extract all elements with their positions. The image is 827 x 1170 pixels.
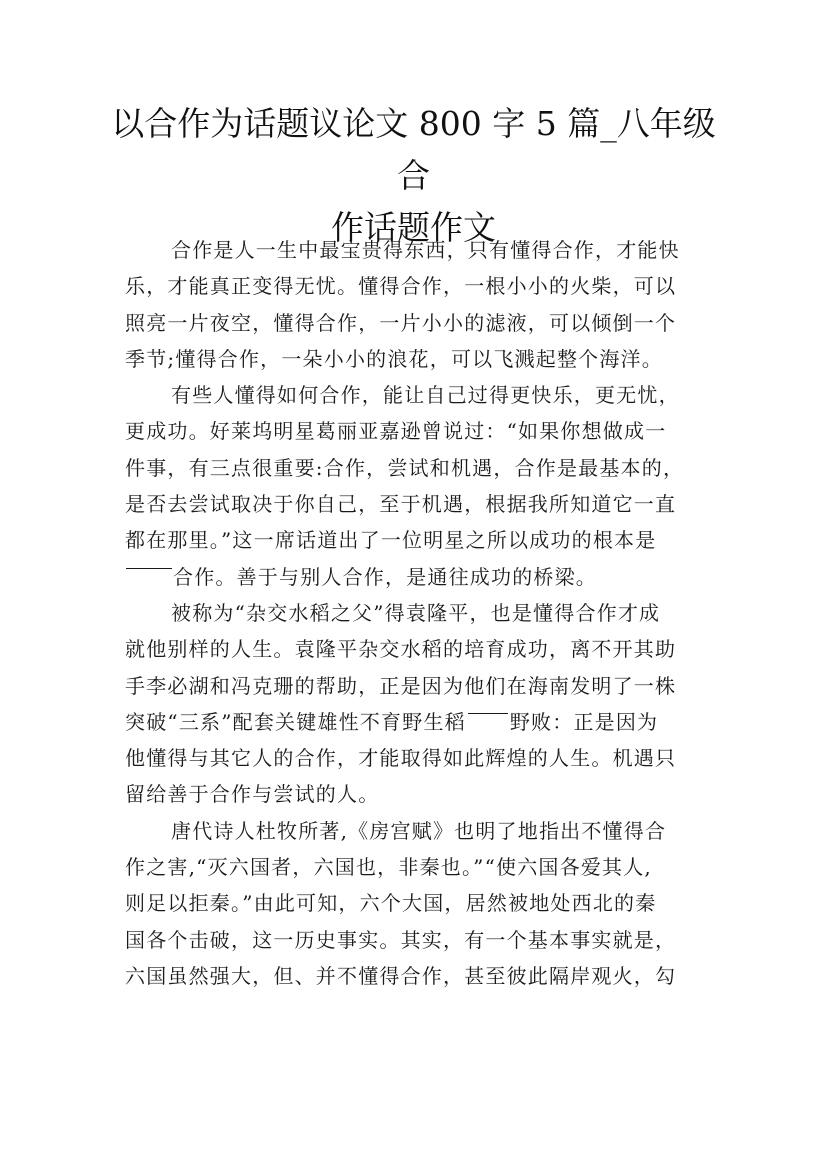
text-line: 是否去尝试取决于你自己，至于机遇，根据我所知道它一直 — [125, 492, 677, 517]
text-line: 都在那里。”这一席话道出了一位明星之所以成功的根本是 — [125, 528, 657, 553]
text-line: 乐，才能真正变得无忧。懂得合作，一根小小的火柴，可以 — [125, 274, 677, 299]
title-line-1: 以合作为话题议论文 800 字 5 篇_八年级合 — [111, 104, 716, 195]
title-line-2: 作话题作文 — [331, 208, 496, 247]
text-line: 就他别样的人生。袁隆平杂交水稻的培育成功，离不开其助 — [125, 637, 677, 662]
text-segment: 野败：正是因为 — [509, 709, 659, 734]
text-line: 唐代诗人杜牧所著,《房宫赋》也明了地指出不懂得合 — [171, 818, 667, 843]
text-line: 有些人懂得如何合作，能让自己过得更快乐，更无忧， — [171, 383, 680, 408]
text-line: 国各个击破，这一历史事实。其实，有一个基本事实就是， — [125, 927, 677, 952]
text-line: 季节;懂得合作，一朵小小的浪花，可以飞溅起整个海洋。 — [125, 346, 663, 371]
paragraph-2 — [125, 377, 715, 595]
text-line: 留给善于合作与尝试的人。 — [125, 782, 380, 807]
em-dash-rule — [468, 713, 508, 714]
text-line: 被称为“杂交水稻之父”得袁隆平，也是懂得合作才成 — [171, 600, 661, 625]
text-line: 照亮一片夜空，懂得合作，一片小小的滤液，可以倾倒一个 — [125, 310, 677, 335]
text-segment: 合作。善于与别人合作，是通往成功的桥梁。 — [173, 564, 597, 589]
document-body — [125, 232, 715, 994]
text-line-with-dash — [125, 559, 715, 595]
document-title — [100, 98, 727, 254]
paragraph-1 — [125, 232, 715, 377]
text-line: 合作是人一生中最宝贵得东西，只有懂得合作，才能快 — [171, 238, 680, 262]
paragraph-3 — [125, 595, 715, 813]
text-line: 则足以拒秦。”由此可知，六个大国，居然被地处西北的秦 — [125, 891, 657, 916]
text-line: 作之害,“灭六国者，六国也，非秦也。”“使六国各爱其人, — [125, 855, 652, 880]
paragraph-4 — [125, 813, 715, 994]
text-line: 他懂得与其它人的合作，才能取得如此辉煌的人生。机遇只 — [125, 746, 677, 771]
text-line: 手李必湖和冯克珊的帮助，正是因为他们在海南发明了一株 — [125, 673, 677, 698]
text-line: 件事，有三点很重要:合作，尝试和机遇，合作是最基本的， — [125, 455, 685, 480]
text-line: 更成功。好莱坞明星葛丽亚嘉逊曾说过：“如果你想做成一 — [125, 419, 667, 444]
em-dash-rule — [126, 568, 172, 569]
text-line-with-dash — [125, 704, 715, 740]
text-line: 六国虽然强大，但、并不懂得合作，甚至彼此隔岸观火，勾 — [125, 963, 677, 988]
text-segment: 突破“三系”配套关键雄性不育野生稻 — [125, 709, 466, 734]
